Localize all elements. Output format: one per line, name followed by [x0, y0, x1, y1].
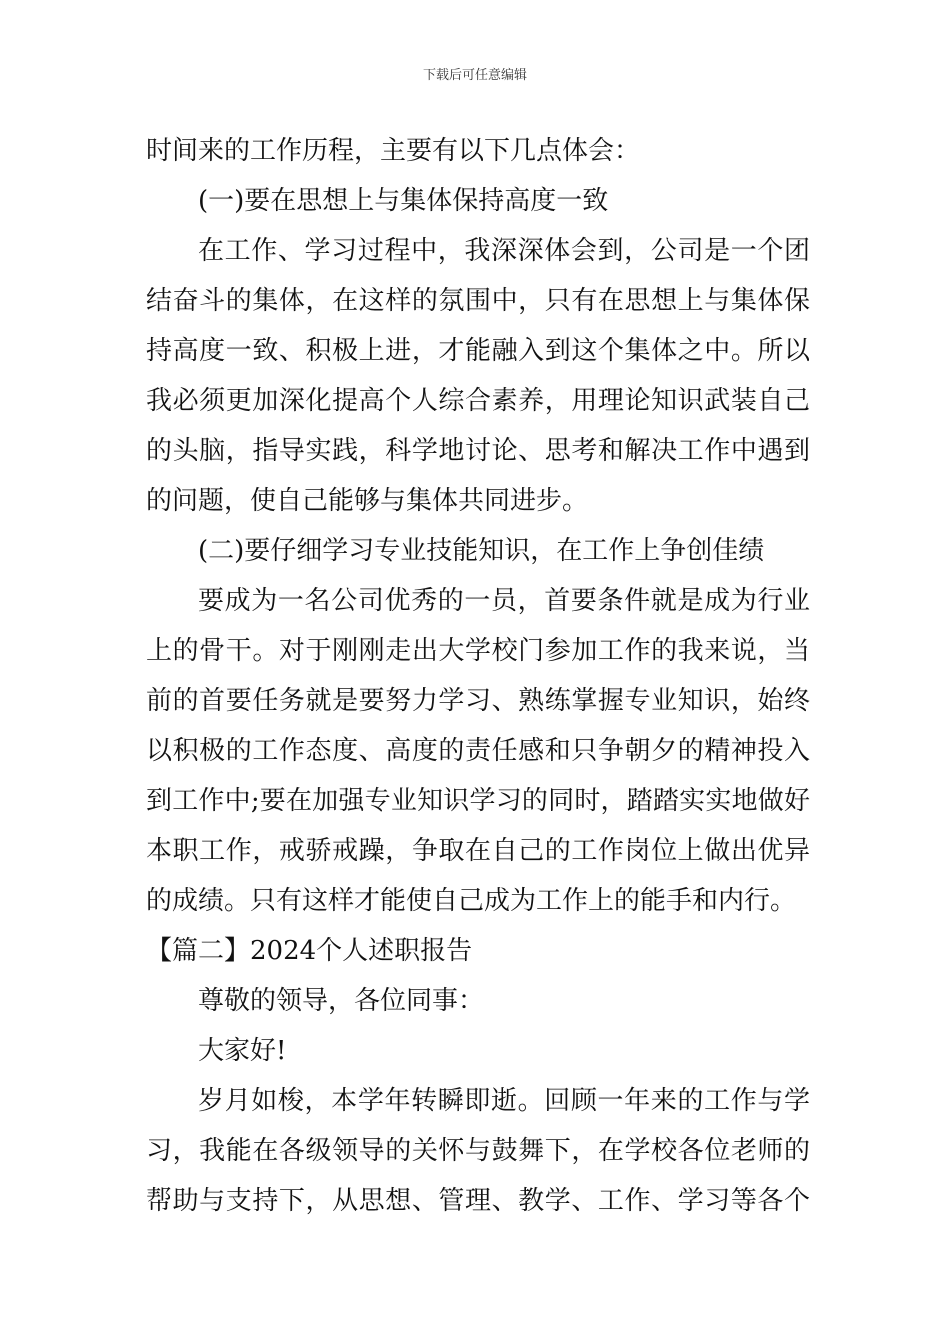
article-title: 【篇二】2024个人述职报告 [146, 936, 473, 966]
text-line: 本职工作，戒骄戒躁，争取在自己的工作岗位上做出优异 [146, 836, 810, 866]
text-line: 的头脑，指导实践，科学地讨论、思考和解决工作中遇到 [146, 436, 810, 466]
document-body [146, 126, 810, 1226]
text-line: 时间来的工作历程，主要有以下几点体会： [146, 136, 641, 166]
text-line: 的成绩。只有这样才能使自己成为工作上的能手和内行。 [146, 886, 797, 916]
text-line: 帮助与支持下，从思想、管理、教学、工作、学习等各个 [146, 1186, 810, 1216]
text-line: 要成为一名公司优秀的一员，首要条件就是成为行业 [198, 586, 810, 616]
text-line: 以积极的工作态度、高度的责任感和只争朝夕的精神投入 [146, 736, 810, 766]
text-line: 到工作中;要在加强专业知识学习的同时，踏踏实实地做好 [146, 786, 810, 816]
greeting: 大家好! [198, 1036, 287, 1066]
text-line: 岁月如梭，本学年转瞬即逝。回顾一年来的工作与学 [198, 1086, 810, 1116]
section-heading-2: (二)要仔细学习专业技能知识，在工作上争创佳绩 [198, 536, 765, 566]
text-line: 前的首要任务就是要努力学习、熟练掌握专业知识，始终 [146, 686, 810, 716]
text-line: 结奋斗的集体，在这样的氛围中，只有在思想上与集体保 [146, 286, 810, 316]
text-line: 持高度一致、积极上进，才能融入到这个集体之中。所以 [146, 336, 810, 366]
text-line: 的问题，使自己能够与集体共同进步。 [146, 486, 589, 516]
text-line: 在工作、学习过程中，我深深体会到，公司是一个团 [198, 236, 810, 266]
text-line: 上的骨干。对于刚刚走出大学校门参加工作的我来说，当 [146, 636, 810, 666]
text-line: 习，我能在各级领导的关怀与鼓舞下，在学校各位老师的 [146, 1136, 810, 1166]
text-line: 我必须更加深化提高个人综合素养，用理论知识武装自己 [146, 386, 810, 416]
section-heading-1: (一)要在思想上与集体保持高度一致 [198, 186, 609, 216]
salutation: 尊敬的领导，各位同事： [198, 986, 485, 1016]
page-header-note: 下载后可任意编辑 [422, 68, 527, 83]
